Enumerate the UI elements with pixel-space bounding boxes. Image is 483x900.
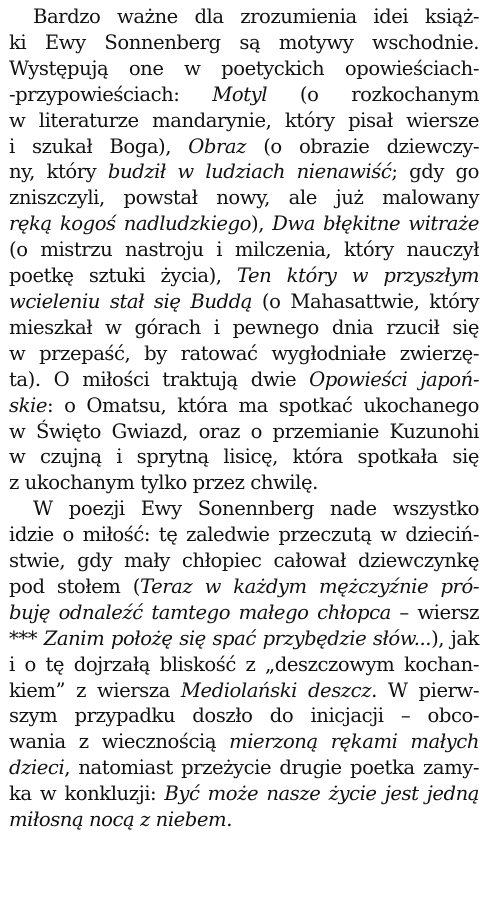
body-text: , natomiast przeżycie drugie poetka zamy-	[64, 756, 479, 780]
body-text: ki Ewy Sonnenberg są motywy wschodnie.	[9, 30, 479, 54]
text-line	[9, 263, 479, 289]
body-text: idzie o miłość: tę zaledwie przeczutą w dzieciń-	[9, 523, 479, 547]
text-line	[9, 159, 479, 185]
body-text: w czujną i sprytną lisicę, która spotkała się	[9, 445, 479, 469]
text-line	[9, 108, 479, 134]
text-line	[9, 289, 479, 315]
body-text: (o Mahasattwie, który	[251, 289, 479, 313]
italic-title-text: miłosną nocą z niebem	[9, 808, 227, 832]
text-line	[9, 185, 479, 211]
text-line	[9, 678, 479, 704]
body-text: w literaturze mandarynie, który pisał wiersze	[9, 108, 479, 132]
italic-title-text: Mediolański deszcz	[180, 678, 372, 702]
italic-title-text: Ten który w przyszłym	[236, 264, 479, 288]
text-line	[9, 807, 479, 833]
text-line	[9, 600, 479, 626]
italic-title-text: Motyl	[212, 82, 268, 106]
italic-title-text: ręką kogoś nadludzkiego	[9, 212, 252, 236]
body-text: w Święto Gwiazd, oraz o przemianie Kuzunohi	[9, 419, 479, 443]
body-text: (o rozkochanym	[267, 82, 479, 106]
body-text: . W pierw-	[371, 678, 480, 702]
italic-title-text: skie	[9, 393, 47, 417]
text-line	[9, 237, 479, 263]
italic-title-text: mierzoną rękami małych	[229, 730, 479, 754]
body-text: z ukochanym tylko przez chwilę.	[9, 471, 318, 495]
italic-title-text: dzieci	[9, 756, 65, 780]
text-line	[9, 574, 479, 600]
text-line	[9, 496, 479, 522]
body-text: szym przypadku doszło do inicjacji – obco-	[9, 704, 479, 728]
text-line	[9, 4, 479, 30]
body-text: kiem” z wiersza	[9, 678, 181, 702]
paragraph-love-theme	[9, 496, 479, 833]
text-line	[9, 703, 479, 729]
body-text: zniszczyli, powstał nowy, ale już malowany	[9, 186, 479, 210]
text-line	[9, 56, 479, 82]
body-text: wania z wiecznością	[9, 730, 230, 754]
text-line	[9, 444, 479, 470]
text-line	[9, 315, 479, 341]
paragraph-eastern-motifs	[9, 4, 479, 496]
italic-title-text: Opowieści japoń-	[309, 367, 479, 391]
text-line	[9, 341, 479, 367]
text-line	[9, 548, 479, 574]
italic-title-text: Być może nasze życie jest jedną	[164, 782, 479, 806]
text-line	[9, 729, 479, 755]
text-line	[9, 134, 479, 160]
text-line	[9, 626, 479, 652]
text-line	[9, 522, 479, 548]
body-text: Występują one w poetyckich opowieściach-	[9, 56, 479, 80]
body-text: i o tę dojrzałą bliskość z „deszczowym kochan-	[9, 652, 479, 676]
body-text: – wiersz	[390, 600, 479, 624]
italic-title-text: Teraz w każdym mężczyźnie pró-	[139, 574, 479, 598]
text-line	[9, 419, 479, 445]
body-text: mieszkał w górach i pewnego dnia rzucił się	[9, 315, 479, 339]
body-text: ; gdy go	[391, 160, 479, 184]
body-text: Bardzo ważne dla zrozumienia idei książ-	[33, 5, 479, 28]
body-text: stwie, gdy mały chłopiec całował dziewczynkę	[9, 549, 479, 573]
body-text: W poezji Ewy Sonennberg nade wszystko	[33, 497, 479, 521]
body-text: ta). O miłości traktują dwie	[9, 367, 310, 391]
text-line	[9, 30, 479, 56]
italic-title-text: Dwa błękitne witraże	[272, 212, 480, 236]
italic-title-text: buję odnaleźć tamtego małego chłopca	[9, 600, 391, 624]
text-line	[9, 367, 479, 393]
body-text: pod stołem (	[9, 574, 140, 598]
body-text: .	[226, 808, 232, 832]
italic-title-text: Obraz	[188, 134, 246, 158]
body-text: -przypowieściach:	[9, 82, 213, 106]
italic-title-text: *** Zanim położę się spać przybędzie słów...	[9, 626, 432, 650]
text-line	[9, 652, 479, 678]
text-line	[9, 755, 479, 781]
body-text: ka w konkluzji:	[9, 782, 165, 806]
text-line	[9, 393, 479, 419]
body-text: poetkę sztuki życia),	[9, 264, 237, 288]
text-line	[9, 470, 479, 496]
body-text: ny, który	[9, 160, 108, 184]
text-line	[9, 781, 479, 807]
text-line	[9, 211, 479, 237]
text-line	[9, 82, 479, 108]
body-text: (o obrazie dziewczy-	[245, 134, 480, 158]
body-text: w przepaść, by ratować wygłodniałe zwierzę-	[9, 341, 479, 365]
italic-title-text: budził w ludziach nienawiść	[107, 160, 392, 184]
body-text: (o mistrzu nastroju i milczenia, który nauczył	[9, 238, 479, 262]
body-text: ), jak	[431, 626, 479, 650]
italic-title-text: wcieleniu stał się Buddą	[9, 289, 252, 313]
body-text: ),	[251, 212, 273, 236]
body-text: i szukał Boga),	[9, 134, 189, 158]
body-text: : o Omatsu, która ma spotkać ukochanego	[47, 393, 479, 417]
